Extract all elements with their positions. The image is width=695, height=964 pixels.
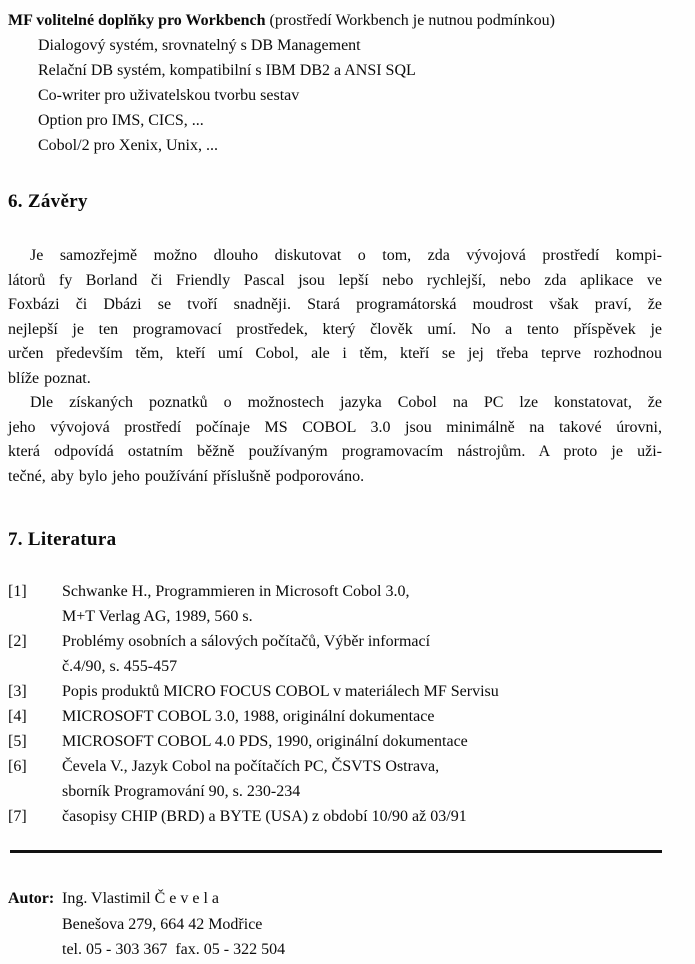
author-contact: tel. 05 - 303 367 fax. 05 - 322 504 bbox=[62, 941, 286, 958]
reference-text bbox=[62, 754, 662, 804]
reference-item bbox=[8, 704, 662, 729]
addons-title-bold: MF volitelné doplňky pro Workbench bbox=[8, 12, 266, 29]
reference-line: Schwanke H., Programmieren in Microsoft Cobol 3.0, bbox=[62, 583, 410, 600]
reference-line: Problémy osobních a sálových počítačů, Výběr informací bbox=[62, 633, 431, 650]
addon-item: Dialogový systém, srovnatelný s DB Management bbox=[38, 37, 361, 54]
reference-line: M+T Verlag AG, 1989, 560 s. bbox=[62, 608, 253, 625]
author-row bbox=[8, 886, 662, 912]
reference-item bbox=[8, 804, 662, 829]
reference-number: [4] bbox=[8, 708, 27, 725]
reference-text bbox=[62, 804, 662, 829]
addons-title-note: (prostředí Workbench je nutnou podmínkou) bbox=[265, 12, 556, 29]
author-label: Autor: bbox=[8, 890, 55, 907]
spacer bbox=[8, 912, 62, 938]
address-row bbox=[8, 912, 662, 938]
addon-item: Co-writer pro uživatelskou tvorbu sestav bbox=[38, 87, 300, 104]
reference-line: Popis produktů MICRO FOCUS COBOL v materiálech MF Servisu bbox=[62, 683, 499, 700]
reference-number: [5] bbox=[8, 733, 27, 750]
reference-line: sborník Programování 90, s. 230-234 bbox=[62, 783, 301, 800]
addon-item: Option pro IMS, CICS, ... bbox=[38, 112, 204, 129]
paragraph-line: jeho vývojová prostředí počínaje MS COBOL 3.0 jsou minimálně na takové úrovni, bbox=[8, 418, 662, 436]
reference-line: časopisy CHIP (BRD) a BYTE (USA) z období 10/90 až 03/91 bbox=[62, 808, 467, 825]
literature-heading: 7. Literatura bbox=[8, 529, 117, 550]
divider-rule bbox=[10, 850, 662, 853]
paragraph-line: Foxbázi či Dbázi se tvoří snadněji. Stará programátorská moudrost však praví, že bbox=[8, 296, 662, 313]
paragraph-line: látorů fy Borland či Friendly Pascal jsou lepší nebo rychlejší, nebo zda aplikace ve bbox=[8, 271, 662, 289]
author-block bbox=[8, 886, 662, 963]
reference-text bbox=[62, 679, 662, 704]
spacer bbox=[8, 937, 62, 963]
paragraph-line: určen především těm, kteří umí Cobol, ale i těm, kteří se jej třeba teprve rozhodnou bbox=[8, 345, 662, 362]
reference-item bbox=[8, 679, 662, 704]
addons-title bbox=[8, 8, 662, 33]
paragraph-line: tečné, aby bylo jeho používání příslušně podporováno. bbox=[8, 467, 365, 485]
reference-number: [3] bbox=[8, 683, 27, 700]
reference-number: [7] bbox=[8, 808, 27, 825]
reference-line: MICROSOFT COBOL 3.0, 1988, originální dokumentace bbox=[62, 708, 435, 725]
paragraph-line: která odpovídá ostatním běžně používaným programovacím nástrojům. A proto je uži- bbox=[8, 443, 662, 460]
paragraph-line: Dle získaných poznatků o možnostech jazyka Cobol na PC lze konstatovat, že bbox=[30, 394, 662, 411]
conclusions-paragraph-2 bbox=[8, 391, 662, 489]
addon-item: Cobol/2 pro Xenix, Unix, ... bbox=[38, 137, 218, 154]
addons-section bbox=[8, 8, 662, 158]
reference-item bbox=[8, 729, 662, 754]
reference-line: MICROSOFT COBOL 4.0 PDS, 1990, originální dokumentace bbox=[62, 733, 468, 750]
paragraph-line: blíže poznat. bbox=[8, 369, 91, 387]
reference-item bbox=[8, 579, 662, 629]
reference-text bbox=[62, 729, 662, 754]
reference-line: č.4/90, s. 455-457 bbox=[62, 658, 178, 675]
conclusions-paragraph-1 bbox=[8, 244, 662, 391]
reference-item bbox=[8, 629, 662, 679]
reference-line: Čevela V., Jazyk Cobol na počítačích PC, ČSVTS Ostrava, bbox=[62, 758, 440, 775]
reference-text bbox=[62, 629, 662, 679]
paragraph-line: nejlepší je ten programovací prostředek, který člověk umí. No a tento příspěvek je bbox=[8, 320, 662, 338]
conclusions-heading: 6. Závěry bbox=[8, 191, 88, 212]
paragraph-line: Je samozřejmě možno dlouho diskutovat o tom, zda vývojová prostředí kompi- bbox=[30, 247, 662, 264]
author-address: Benešova 279, 664 42 Modřice bbox=[62, 915, 263, 933]
author-name: Ing. Vlastimil Č e v e l a bbox=[62, 890, 220, 907]
reference-text bbox=[62, 579, 662, 629]
addon-item: Relační DB systém, kompatibilní s IBM DB2 a ANSI SQL bbox=[38, 62, 416, 79]
reference-number: [1] bbox=[8, 583, 27, 600]
reference-text bbox=[62, 704, 662, 729]
references-list bbox=[8, 579, 662, 829]
reference-number: [6] bbox=[8, 758, 27, 775]
reference-number: [2] bbox=[8, 633, 27, 650]
contact-row bbox=[8, 937, 662, 963]
reference-item bbox=[8, 754, 662, 804]
